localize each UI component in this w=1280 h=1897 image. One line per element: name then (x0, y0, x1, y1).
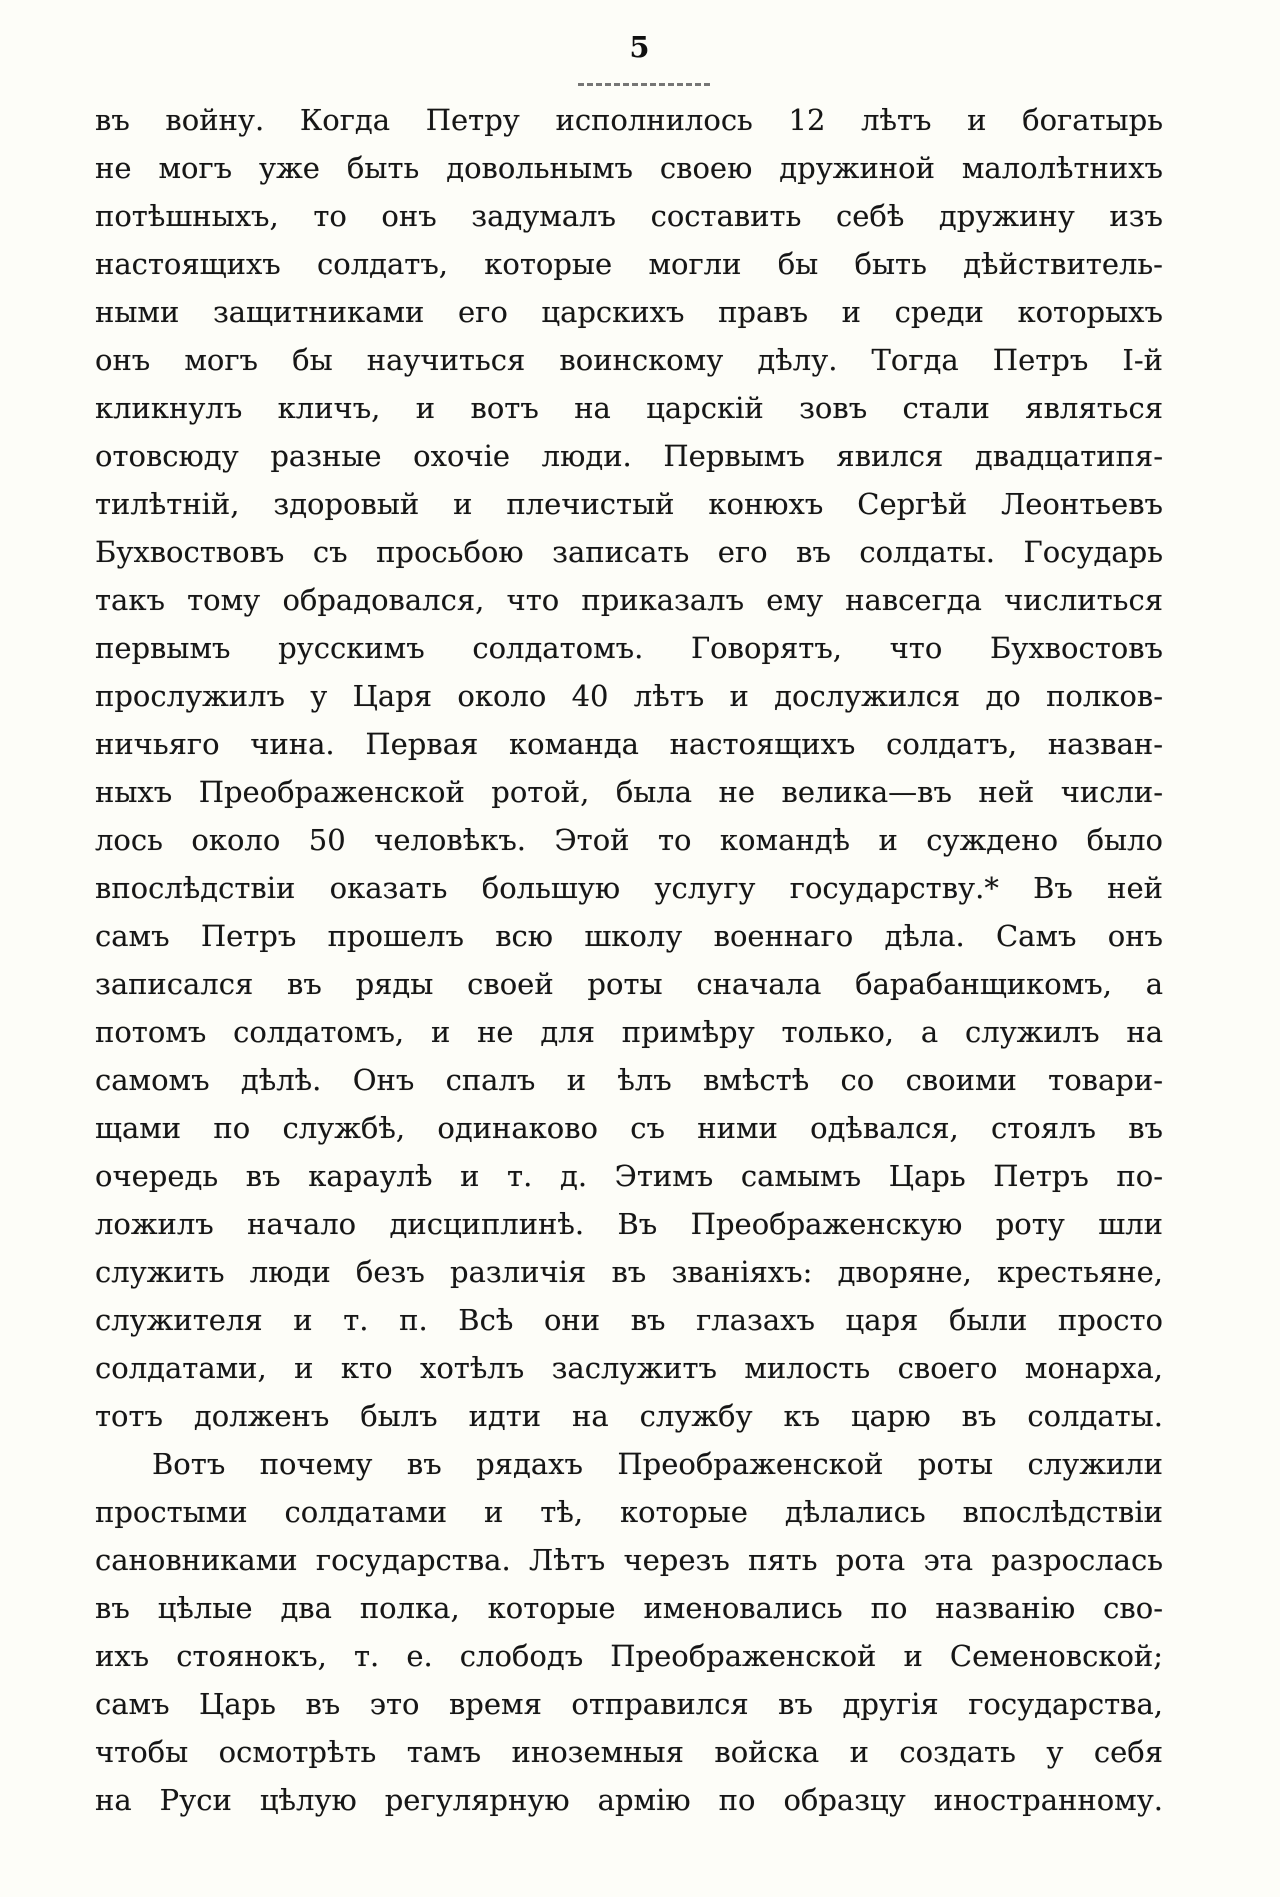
text-line: потѣшныхъ, то онъ задумалъ составить себѣ дружину изъ (95, 199, 1163, 233)
text-line: щами по службѣ, одинаково съ ними одѣвался, стоялъ въ (95, 1111, 1163, 1145)
text-line: тотъ долженъ былъ идти на службу къ царю въ солдаты. (95, 1399, 1163, 1433)
text-line: не могъ уже быть довольнымъ своею дружиной малолѣтнихъ (95, 151, 1163, 185)
text-line: онъ могъ бы научиться воинскому дѣлу. Тогда Петръ I-й (95, 343, 1163, 377)
text-line: ными защитниками его царскихъ правъ и среди которыхъ (95, 295, 1163, 329)
text-line: первымъ русскимъ солдатомъ. Говорятъ, что Бухвостовъ (95, 631, 1163, 665)
text-line: настоящихъ солдатъ, которые могли бы быть дѣйствитель- (95, 247, 1163, 281)
text-line: отовсюду разные охочіе люди. Первымъ явился двадцатипя- (95, 439, 1163, 473)
text-line: очередь въ караулѣ и т. д. Этимъ самымъ Царь Петръ по- (95, 1159, 1163, 1193)
text-line: простыми солдатами и тѣ, которые дѣлались впослѣдствіи (95, 1495, 1163, 1529)
header-rule-divider (578, 83, 710, 86)
text-line: потомъ солдатомъ, и не для примѣру только, а служилъ на (95, 1015, 1163, 1049)
text-line-paragraph-start: Вотъ почему въ рядахъ Преображенской роты служили (152, 1447, 1163, 1481)
text-line: ихъ стоянокъ, т. е. слободъ Преображенской и Семеновской; (95, 1639, 1163, 1673)
text-line: на Руси цѣлую регулярную армію по образцу иностранному. (95, 1783, 1163, 1817)
text-block (95, 96, 1163, 1824)
text-line: служителя и т. п. Всѣ они въ глазахъ царя были просто (95, 1303, 1163, 1337)
text-line: тилѣтній, здоровый и плечистый конюхъ Сергѣй Леонтьевъ (95, 487, 1163, 521)
text-line: въ цѣлые два полка, которые именовались по названію сво- (95, 1591, 1163, 1625)
text-line: записался въ ряды своей роты сначала барабанщикомъ, а (95, 967, 1163, 1001)
text-line: въ войну. Когда Петру исполнилось 12 лѣтъ и богатырь (95, 103, 1163, 137)
text-line: солдатами, и кто хотѣлъ заслужитъ милость своего монарха, (95, 1351, 1163, 1385)
text-line: такъ тому обрадовался, что приказалъ ему навсегда числиться (95, 583, 1163, 617)
text-line: служить люди безъ различія въ званіяхъ: дворяне, крестьяне, (95, 1255, 1163, 1289)
text-line: лось около 50 человѣкъ. Этой то командѣ и суждено было (95, 823, 1163, 857)
text-line: кликнулъ кличъ, и вотъ на царскій зовъ стали являться (95, 391, 1163, 425)
text-line: самомъ дѣлѣ. Онъ спалъ и ѣлъ вмѣстѣ со своими товари- (95, 1063, 1163, 1097)
text-line: чтобы осмотрѣть тамъ иноземныя войска и создать у себя (95, 1735, 1163, 1769)
text-line: впослѣдствіи оказать большую услугу государству.* Въ ней (95, 871, 1163, 905)
text-line: самъ Царь въ это время отправился въ другія государства, (95, 1687, 1163, 1721)
text-line: ложилъ начало дисциплинѣ. Въ Преображенскую роту шли (95, 1207, 1163, 1241)
text-line: самъ Петръ прошелъ всю школу военнаго дѣла. Самъ онъ (95, 919, 1163, 953)
text-line: сановниками государства. Лѣтъ черезъ пять рота эта разрослась (95, 1543, 1163, 1577)
text-line: Бухвоствовъ съ просьбою записать его въ солдаты. Государь (95, 535, 1163, 569)
text-line: прослужилъ у Царя около 40 лѣтъ и дослужился до полков- (95, 679, 1163, 713)
page-number: 5 (629, 30, 651, 64)
text-line: ничьяго чина. Первая команда настоящихъ солдатъ, назван- (95, 727, 1163, 761)
text-line: ныхъ Преображенской ротой, была не велика—въ ней числи- (95, 775, 1163, 809)
